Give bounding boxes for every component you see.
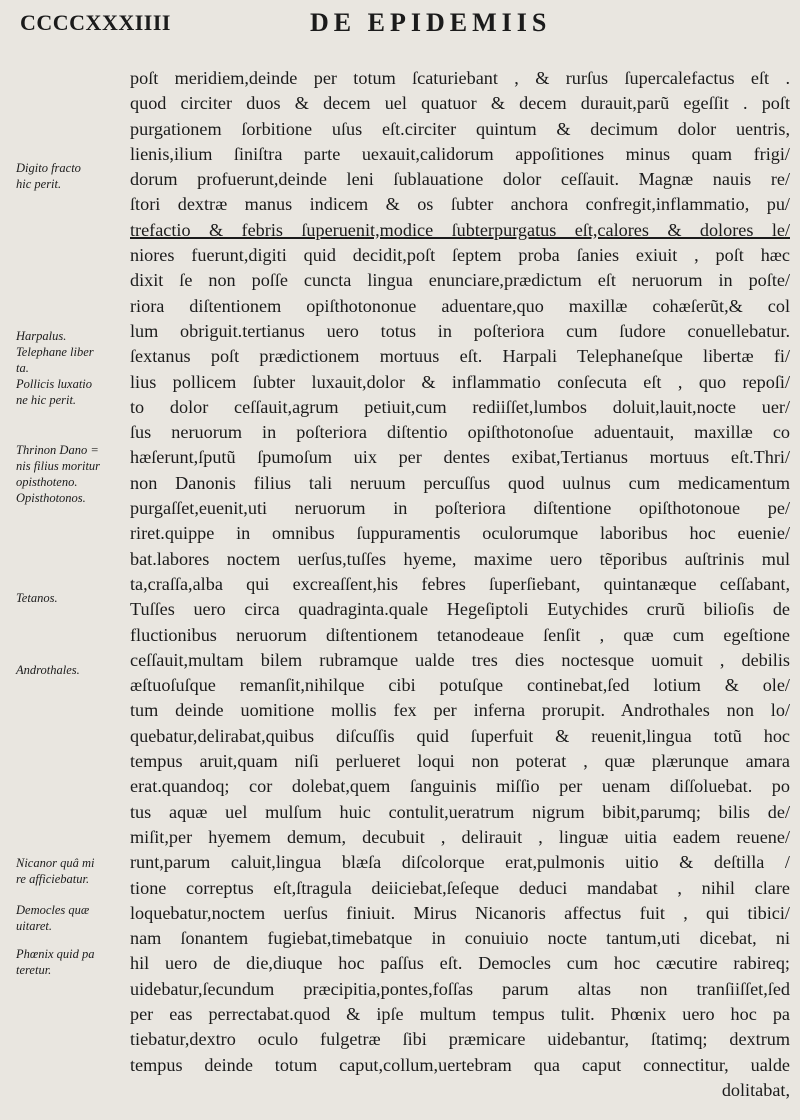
margin-note-line: Pollicis luxatio <box>16 377 93 391</box>
text-line: tus aquæ uel mulſum huic contulit,ueratrum nigrum bibit,parumq; bilis de/ <box>130 801 790 822</box>
margin-note-thrinon <box>16 442 124 506</box>
margin-notes <box>0 0 126 1120</box>
margin-note-line: Nicanor quâ mi <box>16 856 95 870</box>
margin-note-line: hic perit. <box>16 177 62 191</box>
text-line-underlined: trefactio & febris ſuperuenit,modice ſubterpurgatus eſt,calores & dolores le/ <box>130 219 790 240</box>
running-title: DE EPIDEMIIS <box>310 8 552 37</box>
margin-note-line: ta. <box>16 361 29 375</box>
folio-number: CCCCXXXIIII <box>20 10 171 35</box>
margin-note-nicanor <box>16 855 124 887</box>
text-line: runt,parum caluit,lingua blæſa diſcolorque erat,pulmonis uitio & deſtilla / <box>130 852 790 873</box>
margin-note-democles <box>16 902 124 934</box>
text-line: riora diſtentionem opiſthotononue aduentare,quo maxillæ cohæſerũt,& col <box>130 295 790 316</box>
text-line: hil uero de die,diuque hoc paſſus eſt. Democles cum hoc cæcutire rabireq; <box>130 953 790 974</box>
text-line: bat.labores noctem uerſus,tuſſes hyeme, maxime uero tẽporibus auſtrinis mul <box>130 548 790 569</box>
text-line: miſit,per hyemem demum, decubuit , delirauit , linguæ uitia eadem reuene/ <box>130 826 790 847</box>
text-line: tempus aruit,quam niſi perlueret loqui non poterat , quæ plærunque amara <box>130 751 790 772</box>
text-line: nam ſonantem fugiebat,timebatque in conuiuio nocte tantum,uti dicebat, ni <box>130 928 790 949</box>
margin-note-tetanos <box>16 590 124 606</box>
text-line: ſus neruorum in poſteriora diſtentio opiſthotonoſue aduentauit, maxillæ co <box>130 422 790 443</box>
text-line: riret.quippe in omnibus ſuppuramentis oculorumque laboribus hoc euenie/ <box>130 523 790 544</box>
margin-note-line: Androthales. <box>16 663 80 677</box>
margin-note-line: ne hic perit. <box>16 393 77 407</box>
text-line: to dolor ceſſauit,agrum petiuit,cum rediiſſet,lumbos doluit,lauit,nocte uer/ <box>130 396 790 417</box>
margin-note-digito <box>16 160 124 192</box>
margin-note-line: Thrinon Dano = <box>16 443 99 457</box>
margin-note-line: Telephane liber <box>16 345 94 359</box>
text-line: loquebatur,noctem uerſus finiuit. Mirus Nicanoris affectus fuit , qui tibici/ <box>130 902 790 923</box>
text-line: ſextanus poſt prædictionem mortuus eſt. Harpali Telephaneſque libertæ fi/ <box>130 346 790 367</box>
text-line: lum obriguit.tertianus uero totus in poſteriora cum ſudore conuellebatur. <box>130 320 790 341</box>
margin-note-phoenix <box>16 946 124 978</box>
text-line: ceſſauit,multam bilem rubramque ualde tres dies noctesque uomuit , debilis <box>130 649 790 670</box>
margin-note-harpalus <box>16 328 124 408</box>
text-line: ſtori dextræ manus indicem & os ſubter anchora confregit,inflammatio, pu/ <box>130 194 790 215</box>
text-line: purgationem ſorbitione uſus eſt.circiter quintum & decimum dolor uentris, <box>130 118 790 139</box>
text-line: tum deinde uomitione mollis fex per inferna prorupit. Androthales non lo/ <box>130 700 790 721</box>
text-line: niores fuerunt,digiti quid decidit,poſt ſeptem proba ſanies exiuit , poſt hæc <box>130 245 790 266</box>
text-line: fluctionibus neruorum diſtentionem tetanodeaue ſenſit , quæ cum egeſtione <box>130 624 790 645</box>
margin-note-line: uitaret. <box>16 919 52 933</box>
margin-note-line: Opisthotonos. <box>16 491 86 505</box>
margin-note-line: Democles quæ <box>16 903 90 917</box>
text-line: tempus deinde totum caput,collum,uertebram qua caput connectitur, ualde <box>130 1054 790 1075</box>
text-line-catchword: dolitabat, <box>721 1079 790 1100</box>
margin-note-line: re afficiebatur. <box>16 872 90 886</box>
text-line: tione correptus eſt,ſtragula deiiciebat,ſeſeque deduci mandabat , nihil clare <box>130 877 790 898</box>
text-line: dixit ſe non poſſe cuncta lingua enunciare,prædictum eſt neruorum in poſte/ <box>130 270 790 291</box>
margin-note-line: nis filius moritur <box>16 459 101 473</box>
text-line: hæſerunt,ſputũ ſpumoſum uix per dentes exibat,Tertianus mortuus eſt.Thri/ <box>130 447 790 468</box>
text-line: ta,craſſa,alba qui excreaſſent,his febres ſuperſiebant, quintanæque ceſſabant, <box>130 573 790 594</box>
text-line: per eas perrectabat.quod & ipſe multum tempus tulit. Phœnix uero hoc pa <box>130 1003 790 1024</box>
text-line: Tuſſes uero circa quadraginta.quale Hegeſiptoli Eutychides crurũ bilioſis de <box>130 599 790 620</box>
text-line: erat.quandoq; cor dolebat,quem ſanguinis miſſio per uenam diſſoluebat. po <box>130 776 790 797</box>
main-text-block <box>130 66 790 1103</box>
margin-note-line: Tetanos. <box>16 591 58 605</box>
text-line: quebatur,delirabat,quibus diſcuſſis quid ſuperfuit & reuenit,lingua totũ hoc <box>130 725 790 746</box>
text-line: non Danonis filius tali neruum percuſſus quod uulnus cum medicamentum <box>130 472 790 493</box>
margin-note-androthales <box>16 662 124 678</box>
margin-note-line: opisthoteno. <box>16 475 78 489</box>
text-line: purgaſſet,euenit,uti neruorum in poſteriora diſtentione opiſthotonoue pe/ <box>130 498 790 519</box>
text-line: dorum profuerunt,deinde leni ſublauatione dolor ceſſauit. Magnæ nauis re/ <box>130 169 790 190</box>
text-line: lius pollicem ſubter luxauit,dolor & inflammatio conſecuta eſt , quo repoſi/ <box>130 371 790 392</box>
text-line: uidebatur,ſecundum præcipitia,pontes,foſſas parum altas non tranſiiſſet,ſed <box>130 978 790 999</box>
text-line: tiebatur,dextro oculo fulgetræ ſibi præmicare uidebantur, ſtatimq; dextrum <box>130 1029 790 1050</box>
margin-note-line: Harpalus. <box>16 329 67 343</box>
text-line: lienis,ilium ſiniſtra parte uexauit,calidorum appoſitiones minus quam frigi/ <box>130 143 790 164</box>
margin-note-line: Digito fracto <box>16 161 81 175</box>
text-line: quod circiter duos & decem uel quatuor & decem durauit,parũ egeſſit . poſt <box>130 93 790 114</box>
margin-note-line: Phœnix quid pa <box>16 947 95 961</box>
text-line: æſtuoſuſque remanſit,nihilque cibi potuſque continebat,ſed lotium & ole/ <box>130 675 790 696</box>
margin-note-line: teretur. <box>16 963 52 977</box>
text-line: poſt meridiem,deinde per totum ſcaturiebant , & rurſus ſupercalefactus eſt . <box>130 68 790 88</box>
